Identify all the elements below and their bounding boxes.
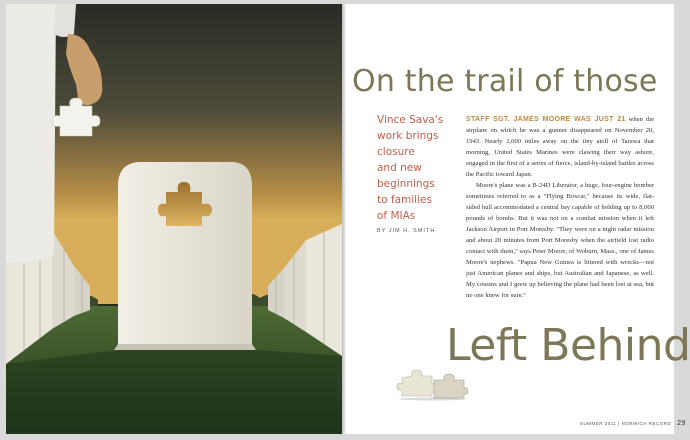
lead-in: STAFF SGT. JAMES MOORE WAS JUST 21: [466, 116, 626, 123]
byline: BY JIM H. SMITH: [377, 228, 436, 234]
puzzle-pieces-decoration: [398, 366, 468, 400]
issue-label: SUMMER 2011: [580, 421, 617, 426]
page-footer: SUMMER 2011 | NORWICH RECORD 29: [580, 420, 686, 427]
deck-line: of MIAs: [377, 210, 416, 222]
deck: [377, 112, 457, 224]
deck-line: work brings: [377, 130, 439, 142]
paragraph: [466, 114, 654, 180]
artist-credit: M. Mcdonald: [336, 376, 341, 399]
deck-line: closure: [377, 146, 415, 158]
illustration-page: [6, 4, 342, 434]
deck-line: and new: [377, 162, 422, 174]
deck-line: to families: [377, 194, 432, 206]
article-body: [466, 114, 654, 301]
paragraph-text: when the airplane on which he was a gunner disappeared on November 20, 1943. Nearly 2,000 miles away on the tiny atoll of Tarawa that morning, United States Marines were clawing their way ashore, engaged in the first of a series of fierce, island-by-island battles across the Pacific toward Japan.: [466, 116, 654, 178]
paragraph: Moore's plane was a B-24D Liberator, a huge, four-engine bomber sometimes referred to as a "Flying Boxcar," because its wide, flat-sided hull accommodated a central bay capable of holding up to 8,000 pounds of bombs. But it was not on a combat mission when it left Jackson Airport in Port Moresby. "They were on a night radar mission and about 20 minutes from Port Moresby when the airfield lost radio contact with them," says Peter Moore, of Woburn, Mass., one of James Moore's nephews. "Papua New Guinea is littered with wrecks—not just American planes and ships, but Australian and Japanese, as well. My cousins and I grew up believing the plane had been lost at sea, but no one knew for sure.": [466, 182, 654, 299]
headline-top: On the trail of those: [352, 64, 658, 99]
cemetery-illustration: [6, 4, 342, 434]
deck-line: beginnings: [377, 178, 435, 190]
page-number: 29: [677, 420, 686, 427]
publication-name: NORWICH RECORD: [621, 421, 672, 426]
headline-bottom: Left Behind: [446, 320, 690, 371]
deck-line: Vince Sava's: [377, 114, 444, 126]
